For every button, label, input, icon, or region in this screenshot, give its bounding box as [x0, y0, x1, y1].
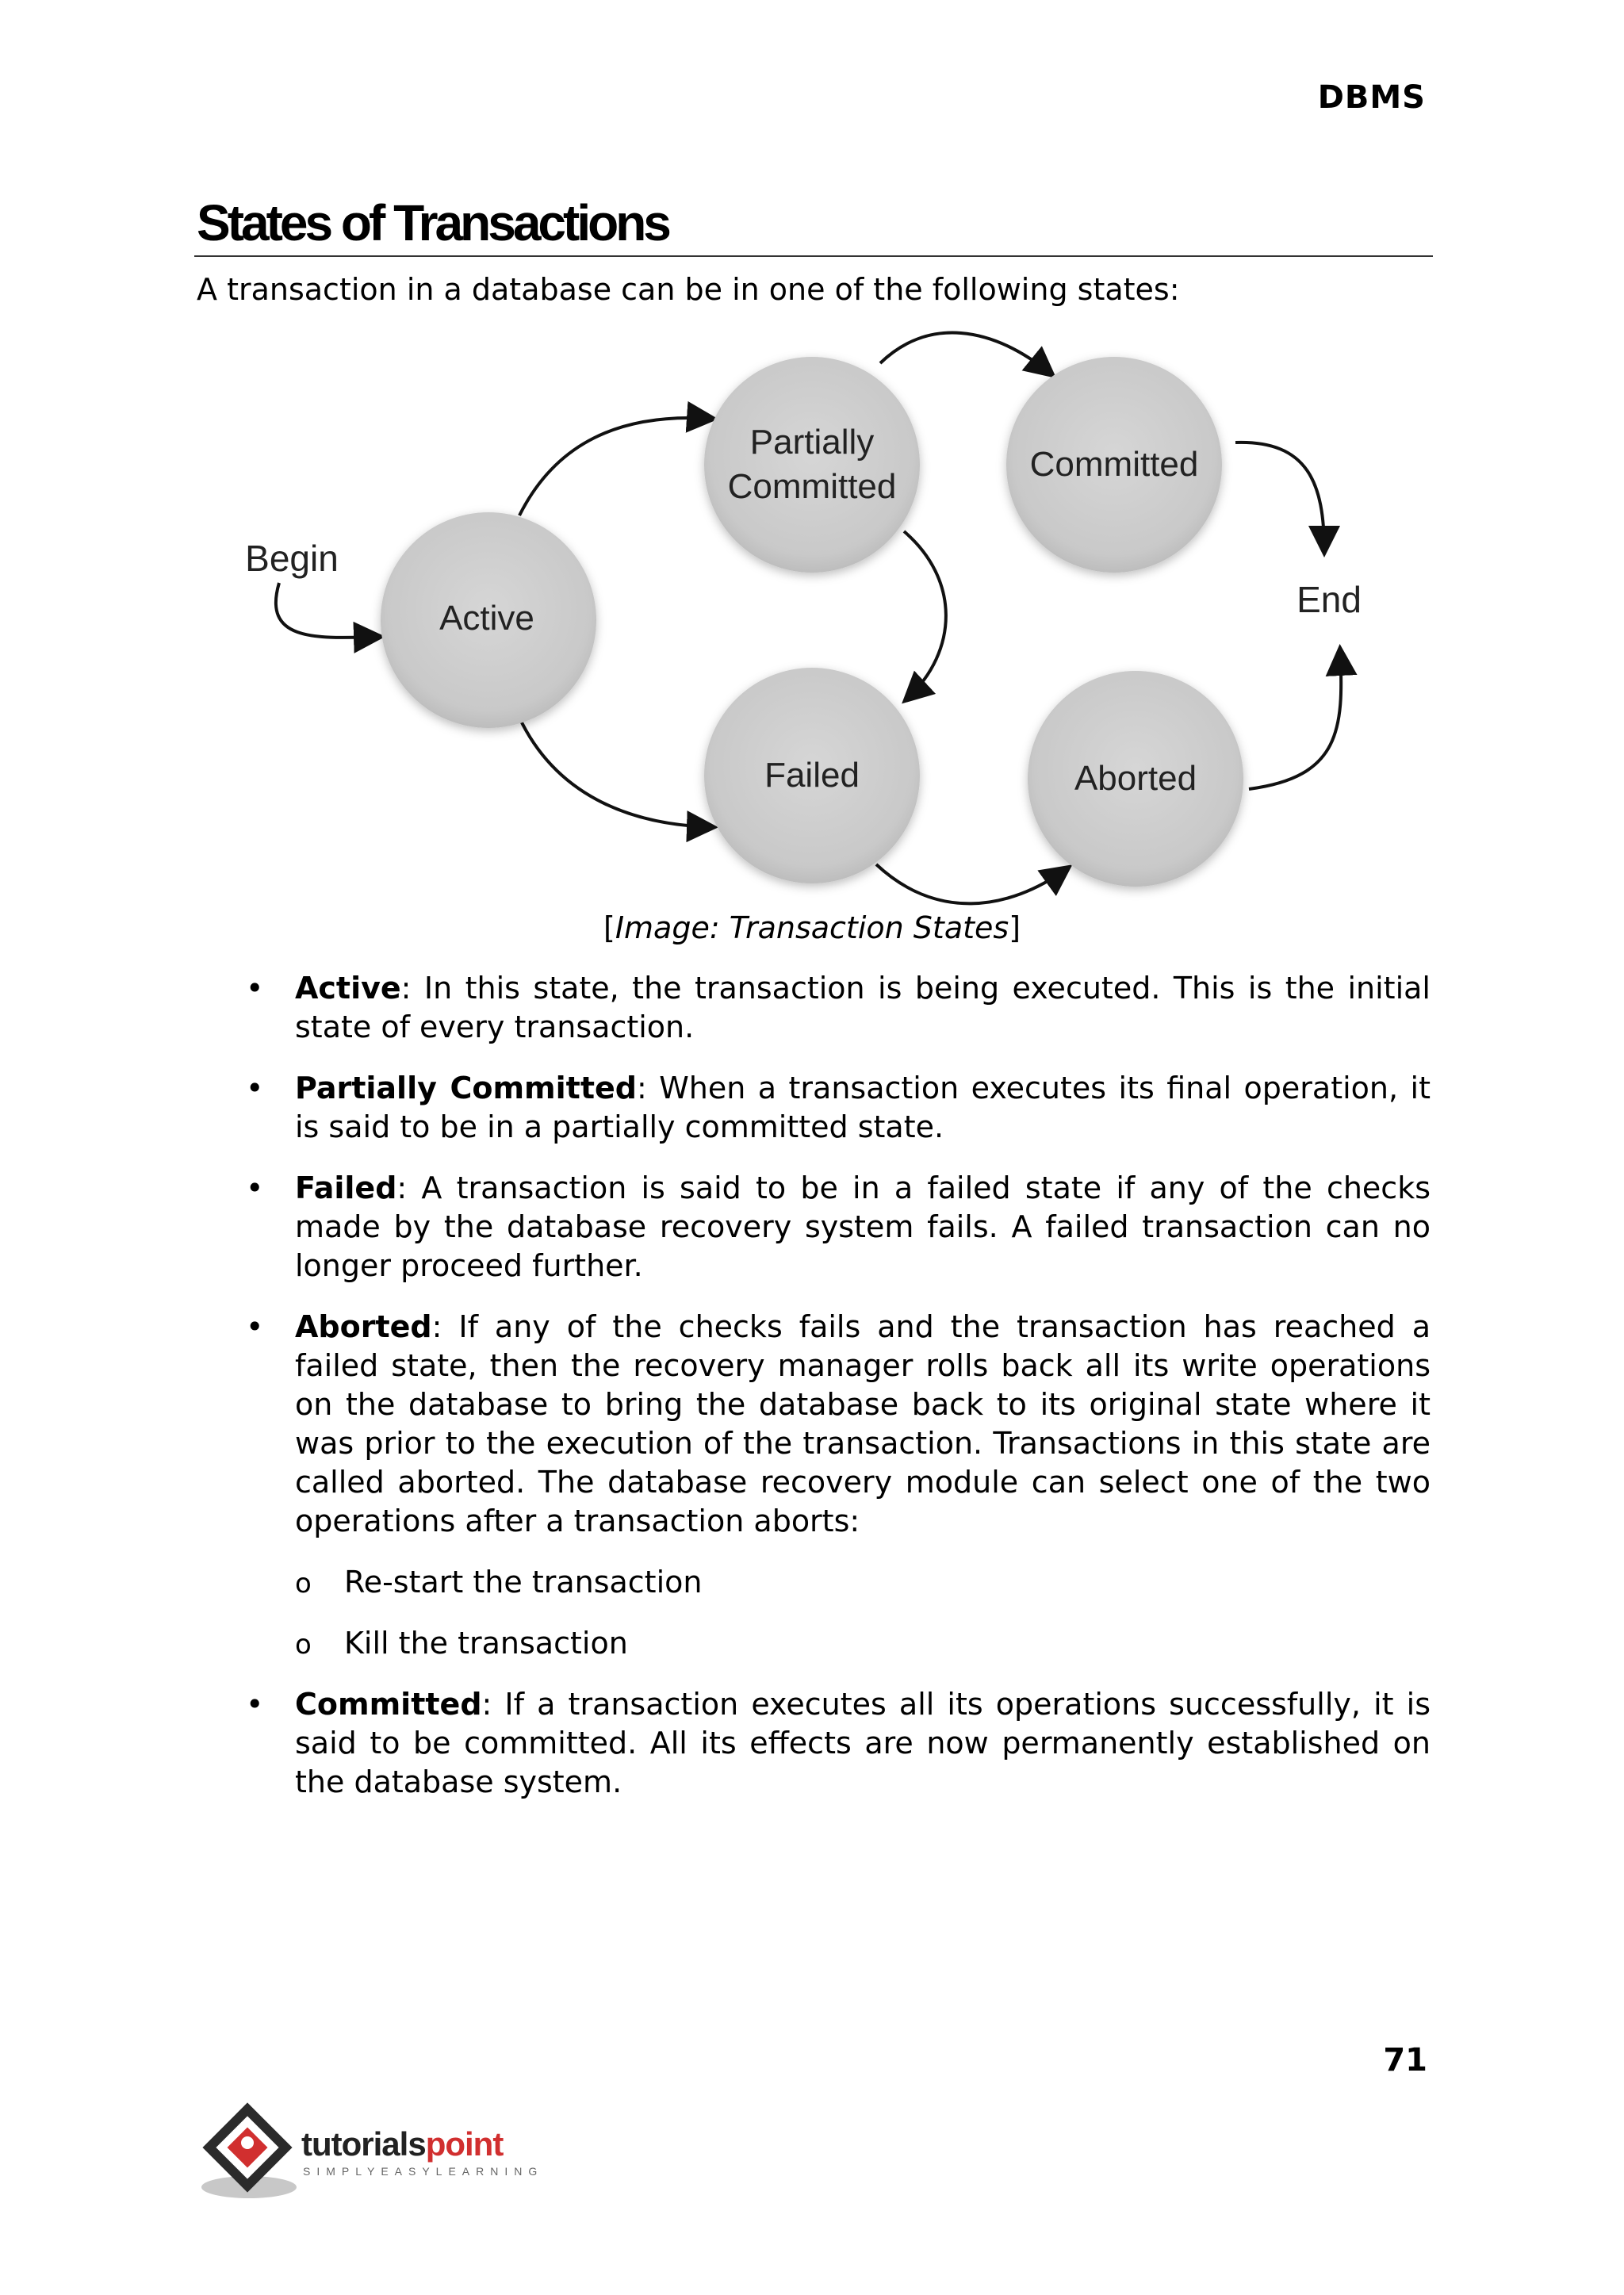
tutorialspoint-logo-icon — [193, 2094, 304, 2205]
sub-item-text: Re-start the transaction — [344, 1565, 703, 1600]
state-label-aborted: Aborted — [1074, 759, 1197, 798]
state-descriptions-list — [197, 969, 1431, 1824]
sub-list-item: o Kill the transaction — [295, 1626, 628, 1661]
arrow-partially-to-failed — [904, 531, 946, 699]
bullet-text: : A transaction is said to be in a failed state if any of the checks made by the database recovery system fails. A failed transaction can no longer proceed further. — [295, 1170, 1431, 1283]
brand-tagline: SIMPLYEASYLEARNING — [303, 2165, 544, 2178]
transaction-state-diagram — [0, 0, 1624, 920]
begin-label: Begin — [245, 538, 339, 579]
bullet-text: : When a transaction executes its final operation, it is said to be in a partially committed state. — [295, 1071, 1431, 1144]
page-number: 71 — [1383, 2042, 1427, 2079]
bullet-text: : In this state, the transaction is being executed. This is the initial state of every transaction. — [295, 971, 1431, 1044]
state-label-partially-line2: Committed — [727, 467, 897, 506]
bullet-term: Aborted — [295, 1309, 432, 1344]
caption-close-bracket: ] — [1009, 910, 1021, 945]
sub-list-item: o Re-start the transaction — [295, 1565, 703, 1600]
arrow-active-to-partially — [519, 418, 712, 515]
arrow-active-to-failed — [519, 718, 712, 827]
state-label-committed: Committed — [1029, 445, 1199, 484]
arrow-partially-to-committed — [880, 333, 1051, 374]
bullet-term: Failed — [295, 1170, 397, 1205]
state-label-active: Active — [439, 599, 534, 638]
bullet-term: Active — [295, 971, 401, 1006]
list-item: • Active: In this state, the transaction is being executed. This is the initial state of every transaction. — [246, 971, 1431, 1044]
page-title: States of Transactions — [197, 194, 668, 251]
arrow-committed-to-end — [1235, 443, 1324, 551]
abort-options-list — [295, 1563, 1431, 1663]
arrow-failed-to-aborted — [876, 864, 1067, 903]
list-item: • Failed: A transaction is said to be in a failed state if any of the checks made by the database recovery system fails. A failed transaction can no longer proceed further. — [246, 1170, 1431, 1283]
header-section-label: DBMS — [1317, 79, 1426, 116]
list-item: • Committed: If a transaction executes all its operations successfully, it is said to be committed. All its effects are now permanently established on the database system. — [246, 1687, 1431, 1799]
arrow-aborted-to-end — [1249, 650, 1341, 789]
brand-wordmark: tutorialspoint — [301, 2125, 504, 2163]
state-label-failed: Failed — [764, 756, 860, 795]
list-item: • Partially Committed: When a transaction executes its final operation, it is said to be in a partially committed state. — [246, 1071, 1431, 1144]
caption-open-bracket: [ — [603, 910, 615, 945]
bullet-text: : If any of the checks fails and the transaction has reached a failed state, then the recovery manager rolls back all its write operations on the database to bring the database back to its original state where it was prior to the execution of the transaction. Transactions in this state are called aborted. The database recovery module can select one of the two operations after a transaction aborts: — [295, 1309, 1431, 1538]
sub-item-text: Kill the transaction — [344, 1626, 628, 1661]
state-label-partially-line1: Partially — [749, 423, 875, 462]
arrow-begin-to-active — [276, 583, 379, 638]
bullet-text: : If a transaction executes all its operations successfully, it is said to be committed. All its effects are now permanently established on the database system. — [295, 1687, 1431, 1799]
bullet-term: Partially Committed — [295, 1071, 637, 1105]
state-node-partially-committed — [704, 357, 920, 573]
bullet-term: Committed — [295, 1687, 482, 1722]
caption-text: Image: Transaction States — [615, 910, 1009, 945]
intro-paragraph: A transaction in a database can be in one of the following states: — [197, 272, 1180, 307]
list-item: • Aborted: If any of the checks fails and the transaction has reached a failed state, then the recovery manager rolls back all its write operations on the database to bring the database back to its original state where it was prior to the execution of the transaction. Transactions in this state are called aborted. The database recovery module can select one of the two operations after a transaction aborts: o Re-start the transaction o Kill the transaction — [197, 1308, 1431, 1663]
figure-caption — [0, 910, 1624, 945]
end-label: End — [1297, 579, 1362, 620]
